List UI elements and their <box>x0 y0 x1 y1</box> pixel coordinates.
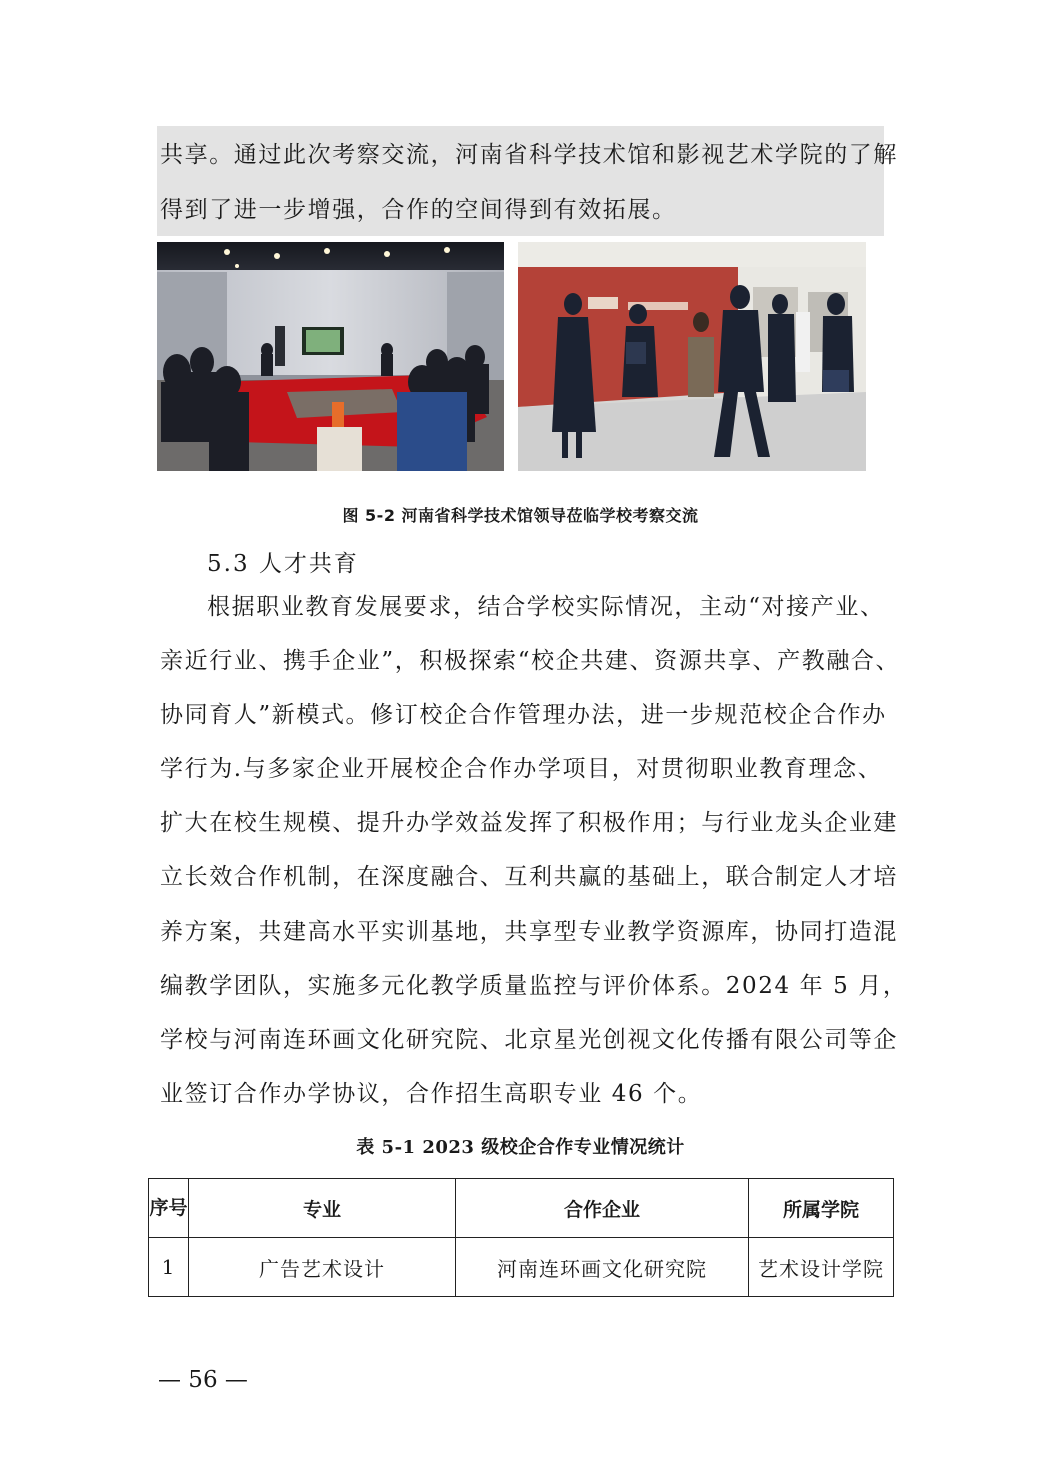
paragraph-line: 根据职业教育发展要求，结合学校实际情况，主动“对接产业、 <box>207 594 885 620</box>
paragraph-line: 业签订合作办学协议，合作招生高职专业 46 个。 <box>160 1081 703 1107</box>
paragraph-line: 亲近行业、携手企业”，积极探索“校企共建、资源共享、产教融合、 <box>160 648 901 674</box>
cell-major: 广告艺术设计 <box>189 1238 456 1297</box>
header-enterprise: 合作企业 <box>456 1179 749 1238</box>
header-college: 所属学院 <box>749 1179 894 1238</box>
cell-seq: 1 <box>149 1238 189 1297</box>
table-header-row <box>149 1179 894 1238</box>
cell-college: 艺术设计学院 <box>749 1238 894 1297</box>
cell-enterprise: 河南连环画文化研究院 <box>456 1238 749 1297</box>
header-major: 专业 <box>189 1179 456 1238</box>
paragraph-line: 协同育人”新模式。修订校企合作管理办法，进一步规范校企合作办 <box>160 702 887 728</box>
table-row <box>149 1238 894 1297</box>
paragraph-line: 扩大在校生规模、提升办学效益发挥了积极作用；与行业龙头企业建 <box>160 810 898 836</box>
continuation-line-1: 共享。通过此次考察交流，河南省科学技术馆和影视艺术学院的了解 <box>160 142 898 168</box>
figure-caption: 图 5-2 河南省科学技术馆领导莅临学校考察交流 <box>342 506 699 525</box>
paragraph-line: 学行为.与多家企业开展校企合作办学项目，对贯彻职业教育理念、 <box>160 756 883 782</box>
table-title: 表 5-1 2023 级校企合作专业情况统计 <box>356 1137 685 1158</box>
header-seq: 序号 <box>149 1179 189 1238</box>
page-number: — 56 — <box>158 1367 248 1393</box>
cooperation-majors-table <box>148 1178 894 1297</box>
exhibition-hall-photo <box>518 242 866 471</box>
section-heading: 5.3 人才共育 <box>207 551 359 577</box>
continuation-line-2: 得到了进一步增强，合作的空间得到有效拓展。 <box>160 197 677 223</box>
paragraph-line: 立长效合作机制，在深度融合、互利共赢的基础上，联合制定人才培 <box>160 864 898 890</box>
paragraph-line: 编教学团队，实施多元化教学质量监控与评价体系。2024 年 5 月， <box>160 973 908 999</box>
paragraph-line: 养方案，共建高水平实训基地，共享型专业教学资源库，协同打造混 <box>160 919 898 945</box>
meeting-room-photo <box>157 242 504 471</box>
paragraph-line: 学校与河南连环画文化研究院、北京星光创视文化传播有限公司等企 <box>160 1027 898 1053</box>
